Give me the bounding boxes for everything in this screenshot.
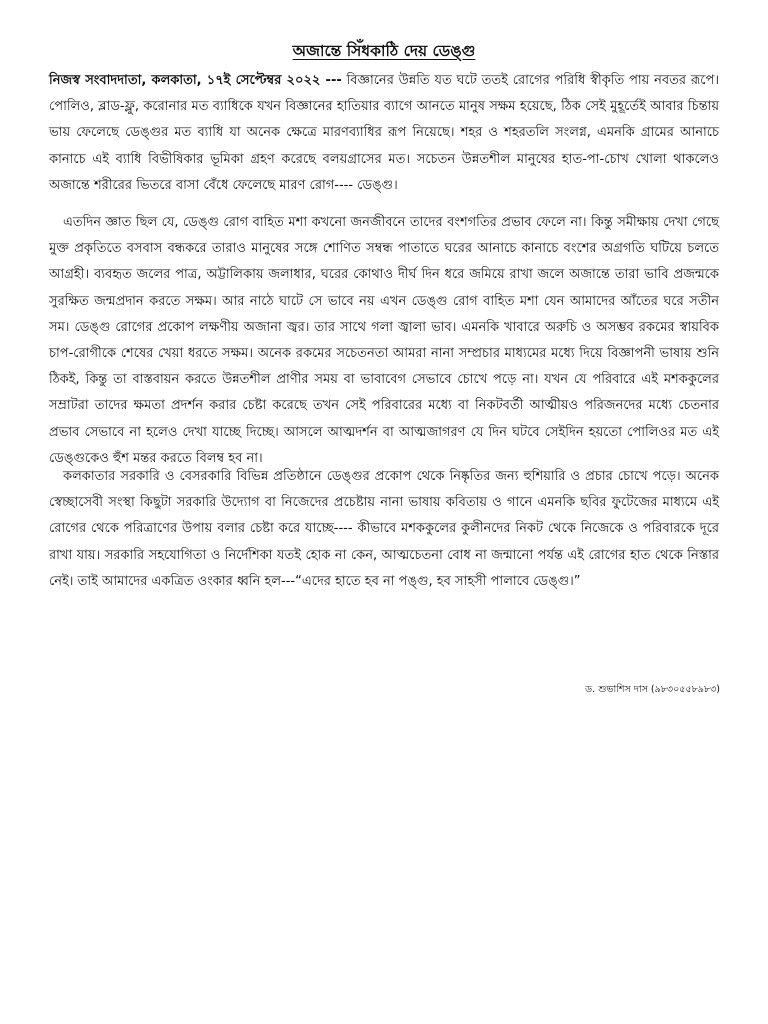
- article-title: [0, 40, 768, 62]
- paragraph-2-text: এতদিন জ্ঞাত ছিল যে, ডেঙ্গু রোগ বাহিত মশা কখনো জনজীবনে তাদের বংশগতির প্রভাব ফেলে না। কিন্তু সমীক্ষায় দেখা গেছে মুক্ত প্রকৃতিতে বসবাস বন্ধকরে তারাও মানুষের সঙ্গে শোণিত সম্বন্ধ পাতাতে ঘরের আনাচে কানাচে বংশের অগ্রগতি ঘটিয়ে চলতে আগ্রহী। ব্যবহৃত জলের পাত্র, অট্টালিকায় জলাধার, ঘরের কোথাও দীর্ঘ দিন ধরে জমিয়ে রাখা জলে অজান্তে তারা ভাবি প্রজন্মকে সুরক্ষিত জন্মপ্রদান করতে সক্ষম। আর নাঠে ঘাটে সে ভাবে নয় এখন ডেঙ্গু রোগ বাহিত মশা যেন আমাদের আঁতের ঘরে সতীন সম। ডেঙ্গু রোগের প্রকোপ লক্ষণীয় অজানা জ্বর। তার সাথে গলা জ্বালা ভাব। এমনকি খাবারে অরুচি ও অসম্ভব রকমের স্বায়বিক চাপ-রোগীকে শেষের খেয়া ধরতে সক্ষম। অনেক রকমের সচেতনতা আমরা নানা সম্প্রচার মাধ্যমের মধ্যে দিয়ে বিজ্ঞাপনী ভাষায় শুনি ঠিকই, কিন্তু তা বাস্তবায়ন করতে উন্নতশীল প্রাণীর সময় বা ভাবাবেগ সেভাবে চোখে পড়ে না। যখন যে পরিবারে এই মশককুলের সম্রাটরা তাদের ক্ষমতা প্রদর্শন করার চেষ্টা করেছে তখন সেই পরিবারের মধ্যে বা নিকটবর্তী আত্মীয়ও পরিজনদের মধ্যে চেতনার প্রভাব সেভাবে না হলেও দেখা যাচ্ছে দিচ্ছে। আসলে আত্মদর্শন বা আত্মজাগরণ যে দিন ঘটবে সেইদিন হয়তো পোলিওর মত এই ডেঙ্গুকেও হুঁশ মন্তর করতে বিলম্ব হব না।: [49, 215, 719, 466]
- paragraph-1-text: বিজ্ঞানের উন্নতি যত ঘটে ততই রোগের পরিধি স্বীকৃতি পায় নবতর রূপে। পোলিও, ব্লাড-ফ্লু, করোনার মত ব্যাধিকে যখন বিজ্ঞানের হাতিয়ার ব্যাগে আনতে মানুষ সক্ষম হয়েছে, ঠিক সেই মুহূর্তেই আবার চিন্তায় ভায় ফেলেছে ডেঙ্গুর মত ব্যাধি যা অনেক ক্ষেত্রে মারণব্যাধির রূপ নিয়েছে। শহর ও শহরতলি সংলগ্ন, এমনকি গ্রামের আনাচে কানাচে এই ব্যাধি বিভীষিকার ভূমিকা গ্রহণ করেছে বলয়গ্রাসের মত। সচেতন উন্নতশীল মানুষের হাত-পা-চোখ খোলা থাকলেও অজান্তে শরীরের ভিতরে বাসা বেঁধে ফেলেছে মারণ রোগ---- ডেঙ্গু।: [49, 73, 719, 193]
- paragraph-2: [49, 210, 719, 472]
- paragraph-1: [49, 68, 719, 199]
- article-title-text: অজান্তে সিঁধকাঠি দেয় ডেঙ্গু: [292, 42, 476, 60]
- paragraph-3: [49, 464, 719, 595]
- author-signature: ড. শুভাশিস দাস (৯৮৩০৫৫৮৯৮৩): [585, 684, 720, 695]
- paragraph-3-text: কলকাতার সরকারি ও বেসরকারি বিভিন্ন প্রতিষ্ঠানে ডেঙ্গুর প্রকোপ থেকে নিষ্কৃতির জন্য হুশিয়ারি ও প্রচার চোখে পড়ে। অনেক স্বেচ্ছাসেবী সংস্থা কিছুটা সরকারি উদ্যোগ বা নিজেদের প্রচেষ্টায় নানা ভাষায় কবিতায় ও গানে এমনকি ছবির ফুটেজের মাধ্যমে এই রোগের থেকে পরিত্রাণের উপায় বলার চেষ্টা করে যাচ্ছে---- কীভাবে মশককুলের কুলীনদের নিকট থেকে নিজেকে ও পরিবারকে দূরে রাখা যায়। সরকারি সহযোগিতা ও নির্দেশিকা যতই হোক না কেন, আত্মচেতনা বোধ না জন্মানো পর্যন্ত এই রোগের হাত থেকে নিস্তার নেই। তাই আমাদের একত্রিত ওংকার ধ্বনি হল---“এদের হাতে হব না পঙ্গু, হব সাহসী পালাবে ডেঙ্গু।”: [49, 469, 719, 589]
- dateline: নিজস্ব সংবাদদাতা, কলকাতা, ১৭ই সেপ্টেম্বর ২০২২ ---: [49, 73, 342, 88]
